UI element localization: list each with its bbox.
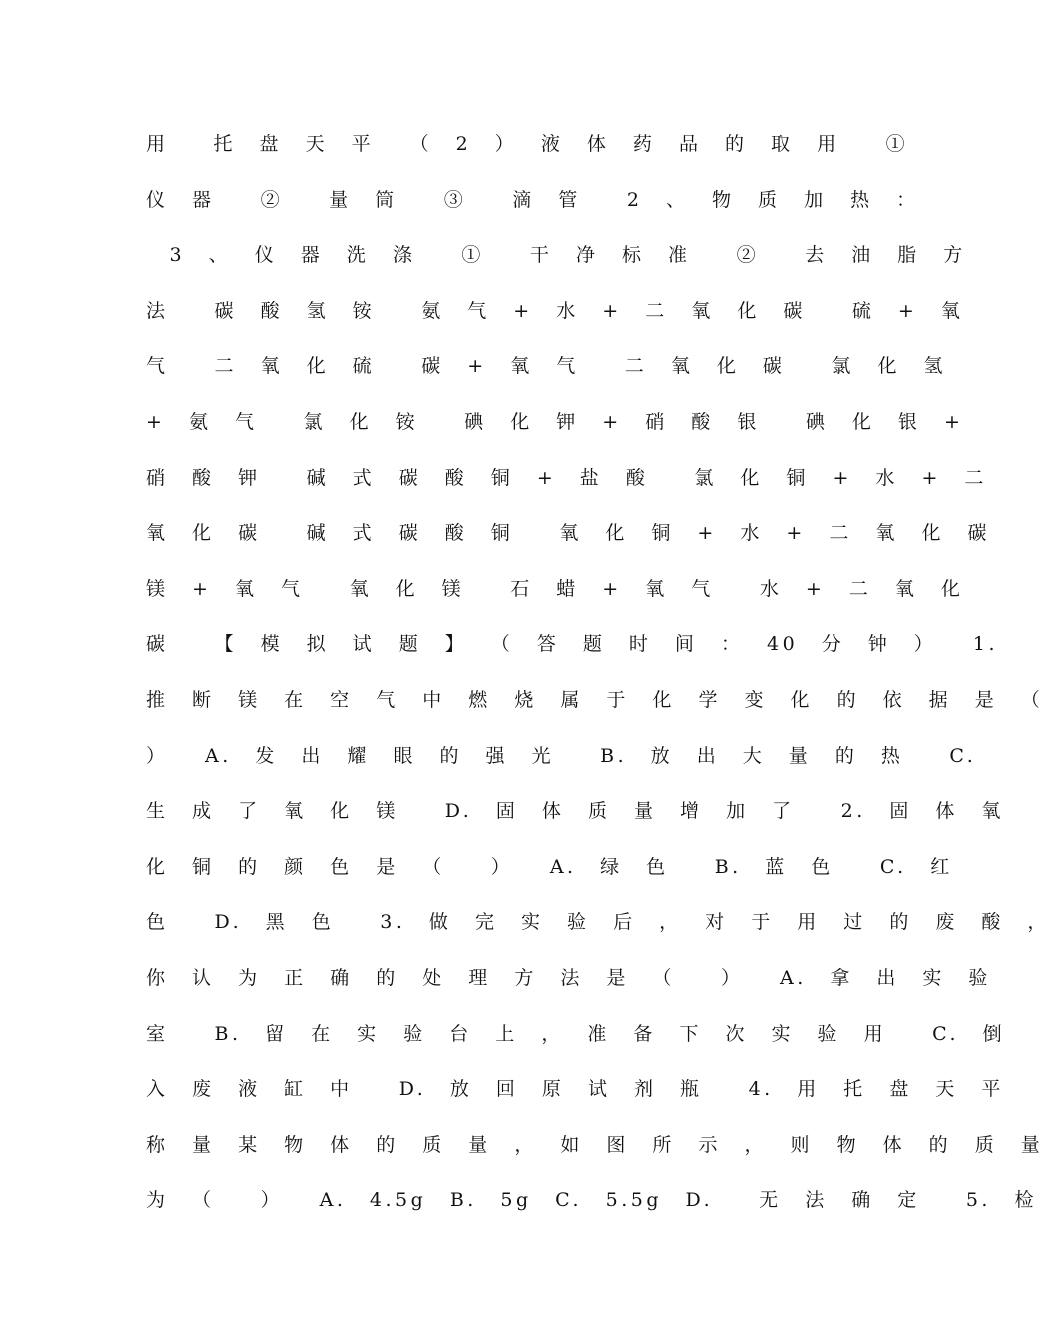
text-line: 仪 器 ② 量 筒 ③ 滴 管 2 、 物 质 加 热 ： — [146, 188, 919, 211]
text-line: 入 废 液 缸 中 D. 放 回 原 试 剂 瓶 4. 用 托 盘 天 平 — [146, 1078, 1004, 1101]
text-line: 化 铜 的 颜 色 是 （ ） A. 绿 色 B. 蓝 色 C. 红 — [146, 855, 953, 878]
text-line: 法 碳 酸 氢 铵 氨 气 + 水 + 二 氧 化 碳 硫 + 氧 — [146, 299, 964, 322]
text-line: 你 认 为 正 确 的 处 理 方 法 是 （ ） A. 拿 出 实 验 — [146, 966, 991, 989]
text-line: 硝 酸 钾 碱 式 碳 酸 铜 + 盐 酸 氯 化 铜 + 水 + 二 — [146, 466, 987, 489]
text-line: 3 、 仪 器 洗 涤 ① 干 净 标 准 ② 去 油 脂 方 — [146, 244, 966, 267]
text-line: 镁 + 氧 气 氧 化 镁 石 蜡 + 氧 气 水 + 二 氧 化 — [146, 577, 964, 600]
text-line: 称 量 某 物 体 的 质 量 ， 如 图 所 示 ， 则 物 体 的 质 量 — [146, 1133, 1044, 1156]
body-text — [146, 126, 1050, 1238]
text-line: 为 （ ） A. 4.5g B. 5g C. 5.5g D. 无 法 确 定 5. 检 — [146, 1189, 1037, 1212]
text-line: 生 成 了 氧 化 镁 D. 固 体 质 量 增 加 了 2. 固 体 氧 — [146, 800, 1004, 823]
text-line: 氧 化 碳 碱 式 碳 酸 铜 氧 化 铜 + 水 + 二 氧 化 碳 — [146, 522, 991, 545]
text-line: ） A. 发 出 耀 眼 的 强 光 B. 放 出 大 量 的 热 C. — [146, 744, 977, 767]
text-line: 色 D. 黑 色 3. 做 完 实 验 后 ， 对 于 用 过 的 废 酸 ， — [146, 911, 1050, 934]
text-line: 气 二 氧 化 硫 碳 + 氧 气 二 氧 化 碳 氯 化 氢 — [146, 355, 947, 378]
text-line: 推 断 镁 在 空 气 中 燃 烧 属 于 化 学 变 化 的 依 据 是 （ — [146, 688, 1044, 711]
text-line: + 氨 气 氯 化 铵 碘 化 钾 + 硝 酸 银 碘 化 银 + — [146, 410, 964, 433]
text-line: 碳 【 模 拟 试 题 】 （ 答 题 时 间 ： 40 分 钟 ） 1. — [146, 633, 998, 656]
text-line: 室 B. 留 在 实 验 台 上 ， 准 备 下 次 实 验 用 C. 倒 — [146, 1022, 1006, 1045]
text-line: 用 托 盘 天 平 （ 2 ） 液 体 药 品 的 取 用 ① — [146, 133, 909, 155]
